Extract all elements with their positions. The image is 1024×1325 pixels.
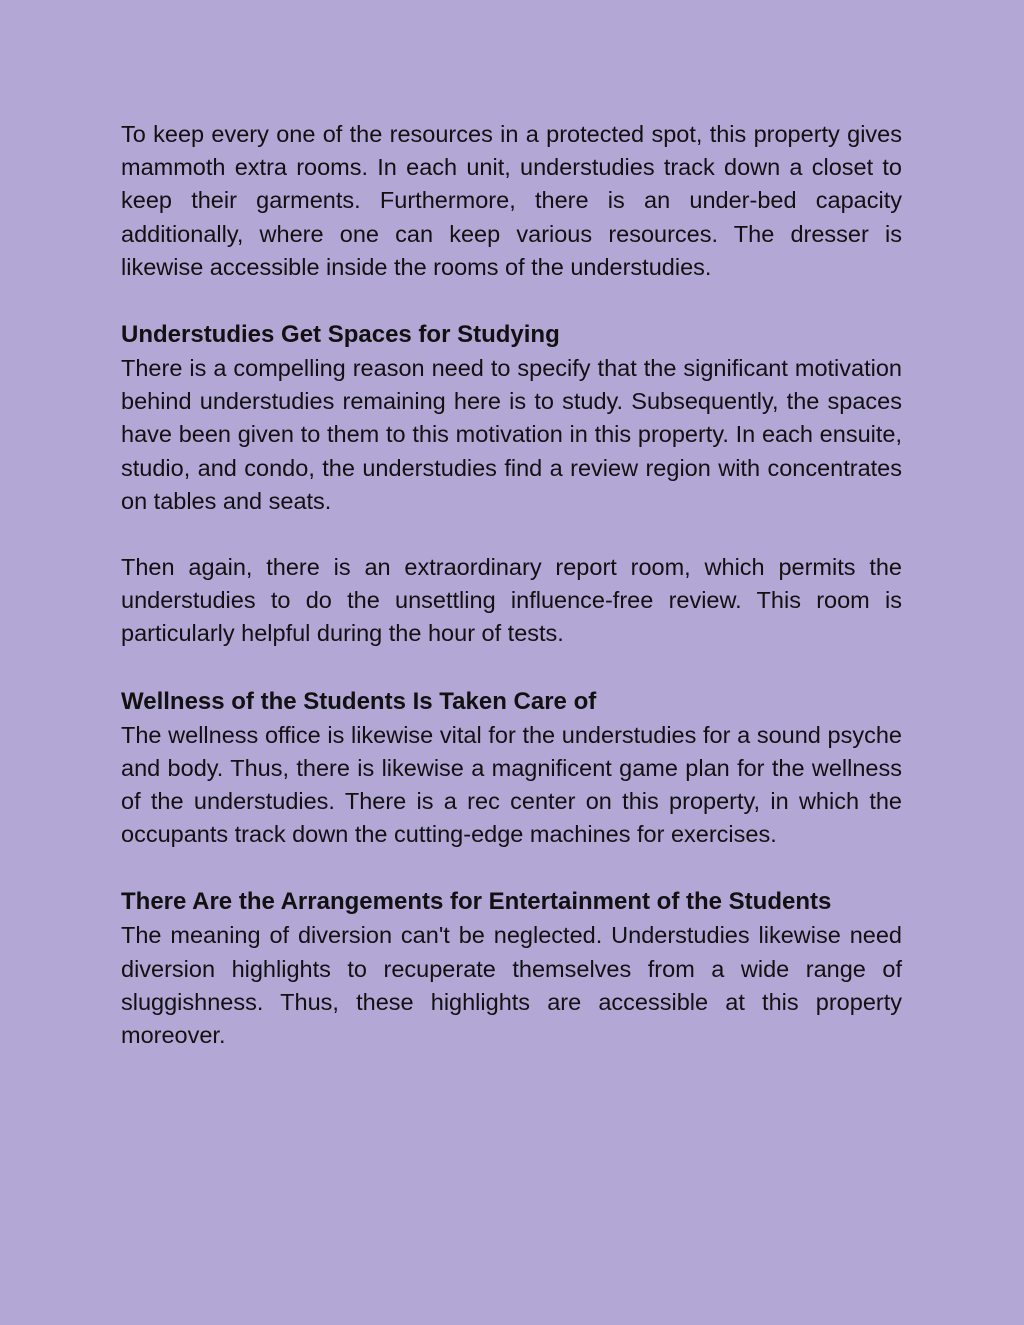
paragraph-spacer (121, 284, 902, 317)
paragraph-spacer (121, 518, 902, 551)
section-heading: There Are the Arrangements for Entertainment of the Students (121, 888, 832, 916)
section-heading: Understudies Get Spaces for Studying (121, 321, 560, 349)
body-paragraph: The wellness office is likewise vital for the understudies for a sound psyche and body. Thus, there is likewise a magnificent game plan for the wellness of the understudies. There is a rec center on this property, in which the occupants track down the cutting-edge machines for exercises. (121, 721, 902, 848)
paragraph-spacer (121, 651, 902, 684)
body-paragraph: There is a compelling reason need to specify that the significant motivation behind understudies remaining here is to study. Subsequently, the spaces have been given to them to this motivation in this property. In each ensuite, studio, and condo, the understudies find a review region with concentrates on tables and seats. (121, 355, 902, 514)
body-paragraph: To keep every one of the resources in a protected spot, this property gives mammoth extra rooms. In each unit, understudies track down a closet to keep their garments. Furthermore, there is an under-bed capacity additionally, where one can keep various resources. The dresser is likewise accessible inside the rooms of the understudies. (121, 121, 902, 280)
paragraph-spacer (121, 851, 902, 884)
section-heading: Wellness of the Students Is Taken Care of (121, 687, 597, 715)
body-paragraph: Then again, there is an extraordinary report room, which permits the understudies to do the unsettling influence-free review. This room is particularly helpful during the hour of tests. (121, 554, 902, 647)
body-paragraph: The meaning of diversion can't be neglected. Understudies likewise need diversion highlights to recuperate themselves from a wide range of sluggishness. Thus, these highlights are accessible at this property moreover. (121, 922, 902, 1049)
